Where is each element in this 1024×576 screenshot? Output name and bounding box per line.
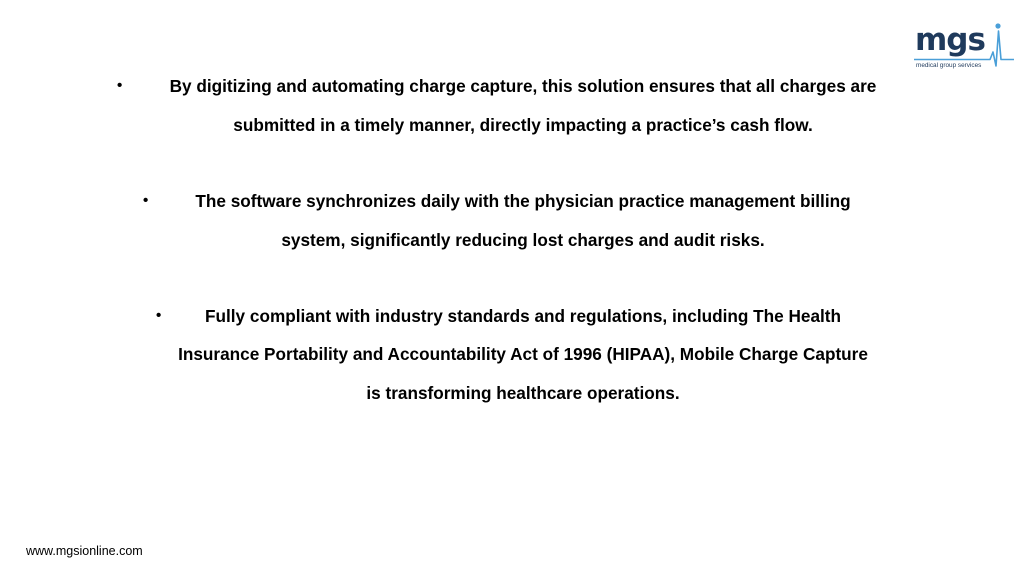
bullet-3-line-2: Insurance Portability and Accountability Act of 1996 (HIPAA), Mobile Charge Capture: [178, 344, 868, 364]
bullet-3-line-1: Fully compliant with industry standards and regulations, including The Health: [205, 306, 841, 326]
bullet-1-line-1: By digitizing and automating charge capture, this solution ensures that all charges are: [169, 76, 877, 96]
logo-tagline: medical group services: [916, 62, 982, 69]
bullet-1-marker: •: [117, 77, 123, 94]
bullet-3-marker: •: [156, 307, 162, 324]
logo-wordmark: mgs: [915, 22, 985, 58]
bullet-2-line-1: The software synchronizes daily with the physician practice management billing: [195, 191, 851, 211]
bullet-1-line-2: submitted in a timely manner, directly impacting a practice’s cash flow.: [233, 115, 813, 135]
bullet-2-marker: •: [143, 192, 149, 209]
mgs-logo: [912, 22, 1016, 74]
footer-website-link[interactable]: www.mgsionline.com: [26, 544, 143, 558]
bullet-3-line-3: is transforming healthcare operations.: [366, 383, 680, 403]
bullet-2-line-2: system, significantly reducing lost charges and audit risks.: [281, 230, 765, 250]
